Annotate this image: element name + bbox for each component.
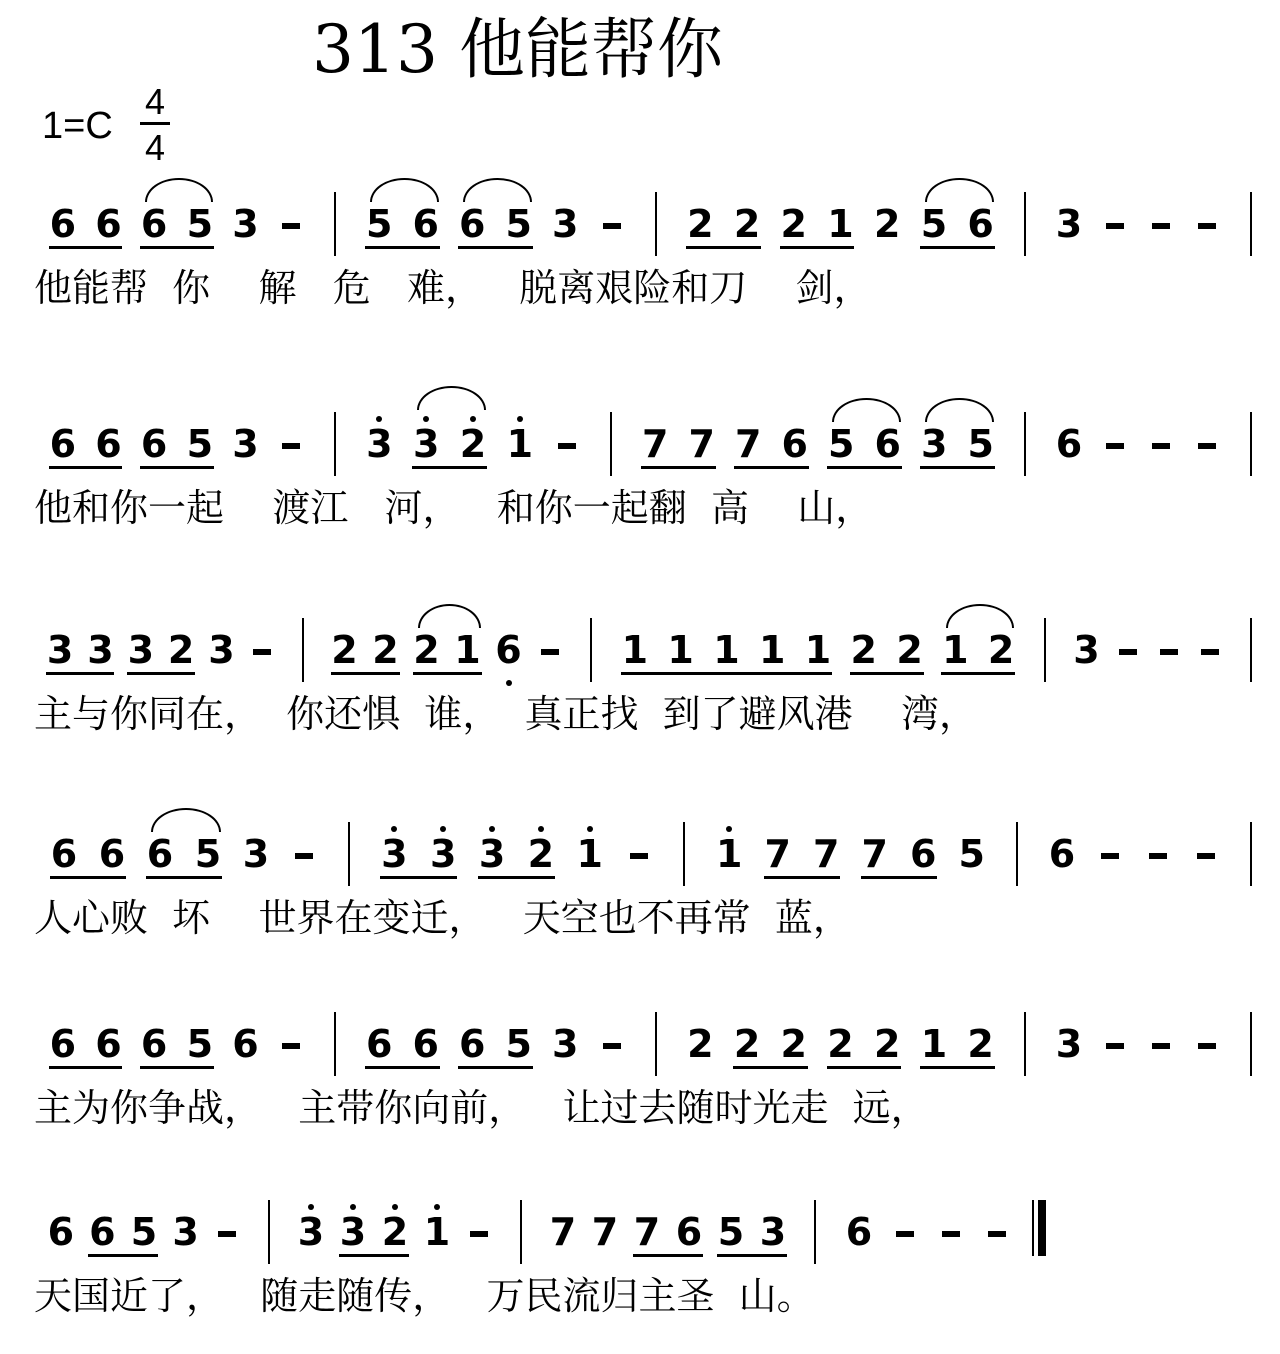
duration-dash xyxy=(1119,649,1137,655)
duration-dash xyxy=(282,1043,300,1049)
eighth-note-underline xyxy=(140,1066,214,1069)
note: 5 xyxy=(717,1210,745,1254)
barline xyxy=(610,412,612,476)
final-barline-thin xyxy=(1032,1200,1034,1256)
note: 6 xyxy=(459,1022,486,1066)
lyrics-line: 他能帮 你 解 危 难， 脱离艰险和刀 剑， xyxy=(34,266,872,310)
note: 6 xyxy=(910,832,937,876)
note: 7 xyxy=(813,832,840,876)
tie-arc xyxy=(463,178,532,202)
note: 6 xyxy=(495,628,522,672)
score-system xyxy=(0,618,1280,758)
eighth-note-underline xyxy=(850,672,924,675)
lyrics-line: 他和你一起 渡江 河， 和你一起翻 高 山， xyxy=(34,486,874,530)
score-system xyxy=(0,1012,1280,1152)
eighth-note-underline xyxy=(717,1254,787,1257)
note: 5 xyxy=(186,1022,214,1066)
score-system xyxy=(0,1200,1280,1340)
note: 6 xyxy=(845,1210,873,1254)
lyrics-line: 人心败 坏 世界在变迁， 天空也不再常 蓝， xyxy=(34,896,851,940)
eighth-note-underline xyxy=(412,466,487,469)
duration-dash xyxy=(295,853,313,859)
score-system xyxy=(0,192,1280,332)
note: 2 xyxy=(780,202,807,246)
duration-dash xyxy=(1201,649,1219,655)
note: 3 xyxy=(759,1210,787,1254)
duration-dash xyxy=(1106,1043,1124,1049)
duration-dash xyxy=(1198,1043,1216,1049)
eighth-note-underline xyxy=(827,466,902,469)
note: 7 xyxy=(861,832,888,876)
eighth-note-underline xyxy=(88,1254,158,1257)
eighth-note-underline xyxy=(146,876,222,879)
note: 6 xyxy=(49,202,77,246)
eighth-note-underline xyxy=(365,1066,440,1069)
note: 3 xyxy=(339,1210,367,1254)
note: 1 xyxy=(576,832,603,876)
duration-dash xyxy=(218,1231,236,1237)
note: 3 xyxy=(381,832,408,876)
duration-dash xyxy=(1149,853,1167,859)
barline xyxy=(655,1012,657,1076)
duration-dash xyxy=(1106,443,1124,449)
note: 1 xyxy=(716,832,743,876)
duration-dash xyxy=(558,443,576,449)
octave-up-dot xyxy=(350,1204,356,1210)
note: 2 xyxy=(331,628,358,672)
note: 6 xyxy=(95,1022,122,1066)
duration-dash xyxy=(1198,223,1216,229)
note: 6 xyxy=(49,1022,77,1066)
eighth-note-underline xyxy=(764,876,841,879)
note: 6 xyxy=(140,1022,168,1066)
tie-arc xyxy=(832,398,901,422)
note: 2 xyxy=(733,202,761,246)
octave-up-dot xyxy=(308,1204,314,1210)
note: 5 xyxy=(130,1210,158,1254)
barline xyxy=(348,822,350,886)
lyrics-line: 主为你争战， 主带你向前， 让过去随时光走 远， xyxy=(34,1086,929,1130)
eighth-note-underline xyxy=(827,1066,902,1069)
eighth-note-underline xyxy=(365,246,440,249)
octave-up-dot xyxy=(587,826,593,832)
note: 2 xyxy=(827,1022,854,1066)
eighth-note-underline xyxy=(49,1066,123,1069)
eighth-note-underline xyxy=(413,672,482,675)
note: 6 xyxy=(49,422,77,466)
note: 6 xyxy=(140,202,168,246)
note: 1 xyxy=(713,628,740,672)
note: 2 xyxy=(687,202,714,246)
song-title: 313 他能帮你 xyxy=(312,11,723,88)
note: 2 xyxy=(687,1022,714,1066)
eighth-note-underline xyxy=(49,466,123,469)
note: 3 xyxy=(172,1210,199,1254)
barline xyxy=(683,822,685,886)
note: 6 xyxy=(874,422,901,466)
duration-dash xyxy=(282,443,300,449)
note: 6 xyxy=(459,202,486,246)
note: 5 xyxy=(958,832,985,876)
time-signature-beats: 4 xyxy=(144,81,166,122)
duration-dash xyxy=(253,649,271,655)
note: 6 xyxy=(781,422,808,466)
tie-arc xyxy=(946,604,1014,628)
note: 3 xyxy=(1073,628,1100,672)
duration-dash xyxy=(988,1231,1006,1237)
duration-dash xyxy=(1198,443,1216,449)
barline xyxy=(1016,822,1018,886)
note: 6 xyxy=(412,1022,439,1066)
eighth-note-underline xyxy=(127,672,195,675)
note: 3 xyxy=(552,1022,579,1066)
eighth-note-underline xyxy=(140,466,214,469)
duration-dash xyxy=(603,223,621,229)
note: 3 xyxy=(232,422,259,466)
note: 5 xyxy=(505,1022,532,1066)
duration-dash xyxy=(1101,853,1119,859)
duration-dash xyxy=(541,649,559,655)
octave-up-dot xyxy=(434,1204,440,1210)
note: 6 xyxy=(50,832,78,876)
eighth-note-underline xyxy=(920,246,995,249)
barline xyxy=(814,1200,816,1264)
duration-dash xyxy=(896,1231,914,1237)
note: 7 xyxy=(633,1210,661,1254)
eighth-note-underline xyxy=(920,1066,995,1069)
note: 2 xyxy=(167,628,195,672)
note: 2 xyxy=(987,628,1015,672)
note: 1 xyxy=(667,628,694,672)
eighth-note-underline xyxy=(641,466,716,469)
note: 6 xyxy=(675,1210,703,1254)
note: 2 xyxy=(733,1022,761,1066)
key-signature: 1=C xyxy=(42,105,113,147)
note: 3 xyxy=(242,832,270,876)
note: 3 xyxy=(127,628,155,672)
octave-down-dot xyxy=(506,680,512,686)
note: 5 xyxy=(194,832,222,876)
barline xyxy=(590,618,592,682)
note: 3 xyxy=(87,628,114,672)
barline xyxy=(1250,1012,1252,1076)
note: 6 xyxy=(146,832,174,876)
note: 1 xyxy=(920,1022,948,1066)
barline xyxy=(520,1200,522,1264)
time-signature-line xyxy=(140,122,170,125)
note: 1 xyxy=(758,628,786,672)
note: 2 xyxy=(372,628,399,672)
eighth-note-underline xyxy=(380,876,457,879)
note: 2 xyxy=(780,1022,807,1066)
barline xyxy=(1250,618,1252,682)
duration-dash xyxy=(470,1231,488,1237)
note: 2 xyxy=(850,628,877,672)
barline xyxy=(1024,1012,1026,1076)
note: 6 xyxy=(366,1022,393,1066)
note: 3 xyxy=(478,832,506,876)
eighth-note-underline xyxy=(780,246,855,249)
note: 1 xyxy=(423,1210,451,1254)
duration-dash xyxy=(1160,649,1178,655)
note: 1 xyxy=(804,628,832,672)
octave-up-dot xyxy=(470,416,476,422)
note: 7 xyxy=(549,1210,577,1254)
eighth-note-underline xyxy=(49,246,123,249)
lyrics-line: 主与你同在， 你还惧 谁， 真正找 到了避风港 湾， xyxy=(34,692,977,736)
eighth-note-underline xyxy=(920,466,995,469)
barline xyxy=(1024,412,1026,476)
duration-dash xyxy=(1152,1043,1170,1049)
note: 6 xyxy=(98,832,126,876)
note: 7 xyxy=(591,1210,619,1254)
note: 6 xyxy=(140,422,168,466)
barline xyxy=(268,1200,270,1264)
eighth-note-underline xyxy=(331,672,400,675)
octave-up-dot xyxy=(538,826,544,832)
note: 7 xyxy=(642,422,669,466)
note: 6 xyxy=(1055,422,1083,466)
note: 2 xyxy=(527,832,555,876)
eighth-note-underline xyxy=(140,246,214,249)
duration-dash xyxy=(1152,443,1170,449)
octave-up-dot xyxy=(392,1204,398,1210)
note: 2 xyxy=(873,1022,901,1066)
note: 1 xyxy=(827,202,854,246)
barline xyxy=(1024,192,1026,256)
eighth-note-underline xyxy=(339,1254,409,1257)
eighth-note-underline xyxy=(458,1066,533,1069)
eighth-note-underline xyxy=(941,672,1015,675)
note: 7 xyxy=(764,832,791,876)
barline xyxy=(1044,618,1046,682)
eighth-note-underline xyxy=(686,246,761,249)
note: 6 xyxy=(95,422,122,466)
note: 5 xyxy=(366,202,393,246)
final-barline-thick xyxy=(1038,1200,1046,1256)
note: 5 xyxy=(505,202,532,246)
note: 2 xyxy=(967,1022,994,1066)
note: 6 xyxy=(1048,832,1076,876)
tie-arc xyxy=(370,178,439,202)
note: 5 xyxy=(186,422,214,466)
tie-arc xyxy=(925,398,994,422)
note: 1 xyxy=(621,628,649,672)
eighth-note-underline xyxy=(734,466,809,469)
note: 2 xyxy=(459,422,487,466)
eighth-note-underline xyxy=(633,1254,703,1257)
eighth-note-underline xyxy=(621,672,832,675)
duration-dash xyxy=(942,1231,960,1237)
duration-dash xyxy=(1197,853,1215,859)
eighth-note-underline xyxy=(478,876,555,879)
duration-dash xyxy=(630,853,648,859)
note: 3 xyxy=(1055,1022,1083,1066)
eighth-note-underline xyxy=(46,672,114,675)
eighth-note-underline xyxy=(733,1066,808,1069)
eighth-note-underline xyxy=(50,876,126,879)
barline xyxy=(1250,192,1252,256)
note: 3 xyxy=(208,628,235,672)
note: 6 xyxy=(89,1210,116,1254)
eighth-note-underline xyxy=(861,876,938,879)
tie-arc xyxy=(151,808,221,832)
tie-arc xyxy=(145,178,213,202)
score-system xyxy=(0,822,1280,962)
note: 3 xyxy=(430,832,457,876)
note: 5 xyxy=(967,422,994,466)
note: 3 xyxy=(232,202,259,246)
note: 3 xyxy=(412,422,440,466)
barline xyxy=(334,412,336,476)
time-signature-unit: 4 xyxy=(144,127,166,168)
note: 2 xyxy=(873,202,901,246)
note: 6 xyxy=(95,202,122,246)
octave-up-dot xyxy=(517,416,523,422)
note: 5 xyxy=(920,202,948,246)
note: 3 xyxy=(1055,202,1083,246)
barline xyxy=(334,1012,336,1076)
duration-dash xyxy=(282,223,300,229)
note: 3 xyxy=(46,628,74,672)
note: 7 xyxy=(688,422,715,466)
barline xyxy=(1250,412,1252,476)
barline xyxy=(302,618,304,682)
note: 6 xyxy=(412,202,439,246)
barline xyxy=(655,192,657,256)
score-system xyxy=(0,412,1280,552)
duration-dash xyxy=(1106,223,1124,229)
note: 6 xyxy=(967,202,994,246)
note: 2 xyxy=(381,1210,409,1254)
note: 5 xyxy=(186,202,214,246)
eighth-note-underline xyxy=(458,246,533,249)
note: 2 xyxy=(896,628,923,672)
tie-arc xyxy=(925,178,994,202)
duration-dash xyxy=(603,1043,621,1049)
note: 2 xyxy=(413,628,440,672)
note: 3 xyxy=(297,1210,325,1254)
note: 1 xyxy=(942,628,969,672)
barline xyxy=(334,192,336,256)
note: 1 xyxy=(454,628,481,672)
note: 6 xyxy=(47,1210,75,1254)
tie-arc xyxy=(417,386,486,410)
note: 1 xyxy=(506,422,534,466)
tie-arc xyxy=(418,604,481,628)
barline xyxy=(1250,822,1252,886)
note: 7 xyxy=(735,422,762,466)
note: 3 xyxy=(366,422,393,466)
lyrics-line: 天国近了， 随走随传， 万民流归主圣 山。 xyxy=(34,1274,815,1318)
note: 5 xyxy=(828,422,855,466)
note: 6 xyxy=(232,1022,259,1066)
note: 3 xyxy=(921,422,948,466)
note: 3 xyxy=(552,202,579,246)
duration-dash xyxy=(1152,223,1170,229)
